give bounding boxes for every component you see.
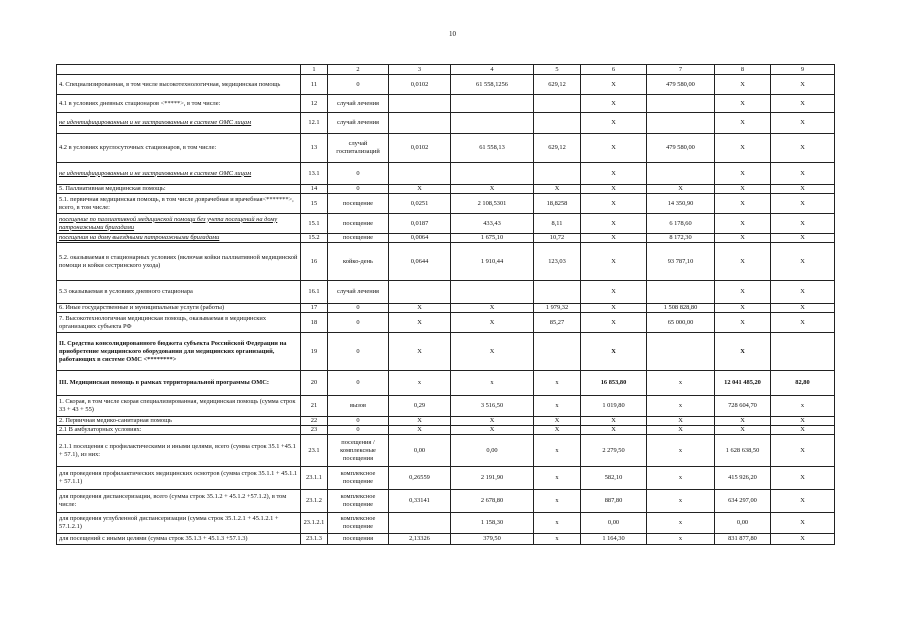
table-cell: X (771, 75, 835, 95)
table-cell: x (647, 396, 715, 417)
table-cell: X (715, 95, 771, 113)
table-cell: случай лечения (328, 281, 389, 304)
table-cell: 18,8258 (534, 194, 581, 214)
table-row (57, 304, 835, 313)
table-cell: X (581, 281, 647, 304)
table-row (57, 185, 835, 194)
table-cell: 1 979,32 (534, 304, 581, 313)
table-cell: 2 108,5301 (451, 194, 534, 214)
table-cell: x (534, 467, 581, 490)
table-cell: 831 877,80 (715, 534, 771, 545)
table-cell: X (451, 333, 534, 371)
table-cell: X (581, 214, 647, 234)
table-cell: 17 (301, 304, 328, 313)
table-cell (451, 281, 534, 304)
table-cell: X (534, 417, 581, 426)
table-row (57, 467, 835, 490)
table-cell: X (581, 194, 647, 214)
table-row (57, 243, 835, 281)
table-cell: X (715, 426, 771, 435)
table-cell: 11 (301, 75, 328, 95)
table-cell: 728 604,70 (715, 396, 771, 417)
table-cell: 0,0187 (389, 214, 451, 234)
table-cell: 0 (328, 163, 389, 185)
table-cell: X (771, 194, 835, 214)
table-cell: 1 158,30 (451, 513, 534, 534)
header-cell: 8 (715, 65, 771, 75)
table-cell: X (581, 313, 647, 333)
table-cell: x (534, 371, 581, 396)
table-cell: 8 172,30 (647, 234, 715, 243)
table-cell: X (771, 313, 835, 333)
table-cell: 12 041 485,20 (715, 371, 771, 396)
table-cell: x (647, 371, 715, 396)
row-label-cell: для проведения профилактических медицинских осмотров (сумма строк 35.1.1 + 45.1.1 + 57.1.1) (57, 467, 301, 490)
row-label-cell: 2.1 В амбулаторных условиях: (57, 426, 301, 435)
financing-table (56, 64, 835, 545)
table-cell: X (581, 134, 647, 163)
row-label-cell: не идентифицированным и не застрахованным в системе ОМС лицам (57, 113, 301, 134)
table-cell: X (771, 214, 835, 234)
table-cell (771, 333, 835, 371)
table-cell: X (771, 113, 835, 134)
row-label-cell: посещение по паллиативной медицинской помощи без учета посещений на дому патронажными бригадами (57, 214, 301, 234)
table-cell: 16 853,80 (581, 371, 647, 396)
table-cell: 93 787,10 (647, 243, 715, 281)
table-cell: X (771, 490, 835, 513)
table-cell: X (715, 417, 771, 426)
table-cell: X (771, 95, 835, 113)
table-cell: 479 580,00 (647, 75, 715, 95)
table-cell: x (647, 435, 715, 467)
table-row (57, 513, 835, 534)
table-cell: 16 (301, 243, 328, 281)
table-cell (451, 113, 534, 134)
row-label-cell: 1. Скорая, в том числе скорая специализированная, медицинская помощь (сумма строк 33 + 43 + 55) (57, 396, 301, 417)
table-cell: X (771, 163, 835, 185)
table-cell (534, 281, 581, 304)
table-cell: случай лечения (328, 95, 389, 113)
table-cell: X (771, 417, 835, 426)
table-cell: X (451, 426, 534, 435)
table-cell: 13 (301, 134, 328, 163)
table-cell: 634 297,00 (715, 490, 771, 513)
table-cell: 14 350,90 (647, 194, 715, 214)
table-cell: 23 (301, 426, 328, 435)
table-cell: X (581, 185, 647, 194)
table-cell: 12 (301, 95, 328, 113)
table-cell: посещение (328, 234, 389, 243)
table-cell: посещения (328, 534, 389, 545)
table-cell: X (534, 185, 581, 194)
table-cell (647, 281, 715, 304)
table-cell: X (451, 304, 534, 313)
table-cell: 82,80 (771, 371, 835, 396)
table-cell: x (451, 371, 534, 396)
table-cell: 0 (328, 75, 389, 95)
table-row (57, 534, 835, 545)
table-cell: 379,50 (451, 534, 534, 545)
table-cell: 14 (301, 185, 328, 194)
table-cell: 0 (328, 313, 389, 333)
table-cell: X (771, 234, 835, 243)
table-cell: 0,26559 (389, 467, 451, 490)
table-row (57, 163, 835, 185)
table-cell: 23.1.2.1 (301, 513, 328, 534)
table-cell (534, 163, 581, 185)
header-cell: 7 (647, 65, 715, 75)
table-cell: 18 (301, 313, 328, 333)
row-label-cell: 2.1.1 посещения с профилактическими и иными целями, всего (сумма строк 35.1 +45.1 + 57.1), из них: (57, 435, 301, 467)
table-cell: X (771, 185, 835, 194)
table-cell: x (534, 534, 581, 545)
table-cell: X (771, 243, 835, 281)
table-cell (647, 95, 715, 113)
table-cell: X (771, 426, 835, 435)
table-cell: 1 628 638,50 (715, 435, 771, 467)
table-cell (647, 113, 715, 134)
table-cell (451, 163, 534, 185)
header-cell: 1 (301, 65, 328, 75)
table-cell: X (715, 243, 771, 281)
table-cell: комплексное посещение (328, 513, 389, 534)
table-row (57, 435, 835, 467)
table-cell: 433,43 (451, 214, 534, 234)
table-body (57, 65, 835, 545)
table-cell: 0,0102 (389, 134, 451, 163)
header-cell: 3 (389, 65, 451, 75)
table-cell: 582,10 (581, 467, 647, 490)
table-cell (647, 163, 715, 185)
table-cell (389, 163, 451, 185)
table-cell: X (771, 534, 835, 545)
table-cell: посещение (328, 194, 389, 214)
table-cell (389, 113, 451, 134)
table-row (57, 134, 835, 163)
table-cell: X (647, 417, 715, 426)
table-cell: 0,0102 (389, 75, 451, 95)
row-label-cell: II. Средства консолидированного бюджета субъекта Российской Федерации на приобретение медицинского оборудования для медицинских организаций, работающих в системе ОМС <********> (57, 333, 301, 371)
table-row (57, 417, 835, 426)
table-cell (389, 513, 451, 534)
row-label-cell: не идентифицированным и не застрахованным в системе ОМС лицам (57, 163, 301, 185)
table-cell: 0 (328, 426, 389, 435)
table-cell: 1 910,44 (451, 243, 534, 281)
table-row (57, 426, 835, 435)
table-row (57, 214, 835, 234)
table-cell: 10,72 (534, 234, 581, 243)
table-cell: X (771, 467, 835, 490)
table-row (57, 490, 835, 513)
table-cell: X (389, 417, 451, 426)
column-number-row (57, 65, 835, 75)
table-cell: 23.1.3 (301, 534, 328, 545)
table-cell: x (647, 513, 715, 534)
table-cell: 629,12 (534, 75, 581, 95)
row-label-cell: 5.1. первичная медицинская помощь, в том числе доврачебная и врачебная<*******>, всего, в том числе: (57, 194, 301, 214)
table-cell: X (771, 435, 835, 467)
row-label-cell: 7. Высокотехнологичная медицинская помощь, оказываемая в медицинских организациях субъекта РФ (57, 313, 301, 333)
table-cell: 15 (301, 194, 328, 214)
table-cell (451, 95, 534, 113)
table-cell: X (389, 313, 451, 333)
table-row (57, 234, 835, 243)
table-cell: 0 (328, 304, 389, 313)
table-cell: x (534, 513, 581, 534)
table-cell: x (647, 467, 715, 490)
table-cell: 0 (328, 417, 389, 426)
table-cell: X (715, 304, 771, 313)
table-row (57, 75, 835, 95)
table-cell: 65 000,00 (647, 313, 715, 333)
row-label-cell: III. Медицинская помощь в рамках территориальной программы ОМС: (57, 371, 301, 396)
table-cell: 415 926,20 (715, 467, 771, 490)
table-cell (389, 281, 451, 304)
table-cell: 0,00 (715, 513, 771, 534)
table-cell: посещение (328, 214, 389, 234)
table-cell (389, 95, 451, 113)
table-row (57, 281, 835, 304)
table-row (57, 95, 835, 113)
table-cell: 1 508 828,80 (647, 304, 715, 313)
table-cell: X (715, 113, 771, 134)
header-cell: 6 (581, 65, 647, 75)
table-cell: X (715, 333, 771, 371)
table-cell: 19 (301, 333, 328, 371)
table-cell: x (389, 371, 451, 396)
table-cell: случай лечения (328, 113, 389, 134)
table-cell: X (451, 417, 534, 426)
row-label-cell: 4.1 в условиях дневных стационаров <*****>, в том числе: (57, 95, 301, 113)
table-cell: 21 (301, 396, 328, 417)
table-cell: 887,80 (581, 490, 647, 513)
table-cell: x (647, 490, 715, 513)
table-row (57, 333, 835, 371)
table-cell: X (715, 163, 771, 185)
table-cell: 6 178,60 (647, 214, 715, 234)
table-cell: 0 (328, 333, 389, 371)
table-cell: 0,0251 (389, 194, 451, 214)
table-cell: X (581, 234, 647, 243)
table-cell: X (581, 75, 647, 95)
table-cell: x (534, 490, 581, 513)
row-label-cell: 5.3 оказываемая в условиях дневного стационара (57, 281, 301, 304)
row-label-cell: посещения на дому выездными патронажными бригадами (57, 234, 301, 243)
table-cell: 22 (301, 417, 328, 426)
table-cell: x (771, 396, 835, 417)
table-cell: 123,03 (534, 243, 581, 281)
table-cell: X (389, 426, 451, 435)
table-cell: X (581, 417, 647, 426)
row-label-cell: 2. Первичная медико-санитарная помощь (57, 417, 301, 426)
table-cell: x (534, 435, 581, 467)
table-cell: 1 164,30 (581, 534, 647, 545)
table-cell: X (715, 313, 771, 333)
table-cell: 13.1 (301, 163, 328, 185)
row-label-cell: для проведения диспансеризации, всего (сумма строк 35.1.2 + 45.1.2 +57.1.2), в том числе: (57, 490, 301, 513)
table-cell: X (581, 113, 647, 134)
table-cell: X (581, 304, 647, 313)
table-cell: 16.1 (301, 281, 328, 304)
row-label-cell: 6. Иные государственные и муниципальные услуги (работы) (57, 304, 301, 313)
table-cell: 2,13326 (389, 534, 451, 545)
table-cell: X (715, 281, 771, 304)
table-cell (534, 95, 581, 113)
table-cell: X (771, 513, 835, 534)
table-cell: X (581, 163, 647, 185)
table-cell: посещения / комплексные посещения (328, 435, 389, 467)
table-cell: комплексное посещение (328, 467, 389, 490)
table-cell: X (715, 234, 771, 243)
table-cell: 479 580,00 (647, 134, 715, 163)
table-cell: 23.1 (301, 435, 328, 467)
table-cell: x (534, 396, 581, 417)
table-cell: X (581, 95, 647, 113)
table-cell: 20 (301, 371, 328, 396)
table-cell: койко-день (328, 243, 389, 281)
header-cell: 2 (328, 65, 389, 75)
page-number: 10 (449, 30, 456, 38)
table-cell: X (534, 426, 581, 435)
table-cell: X (715, 194, 771, 214)
table-cell: случай госпитализаций (328, 134, 389, 163)
table-cell: X (715, 214, 771, 234)
header-cell: 5 (534, 65, 581, 75)
table-cell: 0 (328, 371, 389, 396)
table-cell (534, 113, 581, 134)
row-label-cell: для проведения углубленной диспансеризации (сумма строк 35.1.2.1 + 45.1.2.1 + 57.1.2.1) (57, 513, 301, 534)
table-cell: 0 (328, 185, 389, 194)
row-label-cell: для посещений с иными целями (сумма строк 35.1.3 + 45.1.3 +57.1.3) (57, 534, 301, 545)
table-cell: X (389, 304, 451, 313)
table-cell: 0,00 (581, 513, 647, 534)
table-cell: 0,00 (389, 435, 451, 467)
table-cell: X (581, 243, 647, 281)
table-cell: 23.1.2 (301, 490, 328, 513)
row-label-cell: 4. Специализированная, в том числе высокотехнологичная, медицинская помощь (57, 75, 301, 95)
table-cell: 0,33141 (389, 490, 451, 513)
table-cell: X (715, 185, 771, 194)
table-row (57, 396, 835, 417)
table-cell: 1 019,80 (581, 396, 647, 417)
table-cell: X (771, 304, 835, 313)
header-cell: 4 (451, 65, 534, 75)
table-cell (534, 333, 581, 371)
row-label-cell: 4.2 в условиях круглосуточных стационаров, в том числе: (57, 134, 301, 163)
table-cell: X (581, 426, 647, 435)
table-cell: 23.1.1 (301, 467, 328, 490)
table-cell: 0,0064 (389, 234, 451, 243)
table-cell: X (647, 426, 715, 435)
table-cell: 61 558,13 (451, 134, 534, 163)
table-cell: X (451, 313, 534, 333)
table-cell: 0,29 (389, 396, 451, 417)
table-cell: вызов (328, 396, 389, 417)
table-cell (647, 333, 715, 371)
table-cell: X (647, 185, 715, 194)
table-cell: x (647, 534, 715, 545)
table-cell: 1 675,10 (451, 234, 534, 243)
table-cell: 2 191,90 (451, 467, 534, 490)
table-cell: X (581, 333, 647, 371)
table-cell: X (771, 281, 835, 304)
table-cell: 15.2 (301, 234, 328, 243)
table-row (57, 371, 835, 396)
table-cell: 85,27 (534, 313, 581, 333)
header-cell: 9 (771, 65, 835, 75)
row-label-cell: 5.2. оказываемая в стационарных условиях (включая койки паллиативной медицинской помощи и койки сестринского ухода) (57, 243, 301, 281)
table-cell: 8,11 (534, 214, 581, 234)
table-cell: комплексное посещение (328, 490, 389, 513)
table-cell: 15.1 (301, 214, 328, 234)
table-cell: X (771, 134, 835, 163)
table-cell: 629,12 (534, 134, 581, 163)
table-cell: 0,0644 (389, 243, 451, 281)
row-label-cell: 5. Паллиативная медицинская помощь: (57, 185, 301, 194)
table-cell: 61 558,1256 (451, 75, 534, 95)
table-cell: X (715, 75, 771, 95)
table-row (57, 194, 835, 214)
header-cell-empty (57, 65, 301, 75)
table-cell: X (389, 333, 451, 371)
table-cell: 2 279,50 (581, 435, 647, 467)
table-cell: X (715, 134, 771, 163)
table-cell: X (389, 185, 451, 194)
table-row (57, 313, 835, 333)
table-cell: 0,00 (451, 435, 534, 467)
table-cell: 2 678,80 (451, 490, 534, 513)
table-cell: X (451, 185, 534, 194)
table-cell: 3 516,50 (451, 396, 534, 417)
table-cell: 12.1 (301, 113, 328, 134)
table-row (57, 113, 835, 134)
